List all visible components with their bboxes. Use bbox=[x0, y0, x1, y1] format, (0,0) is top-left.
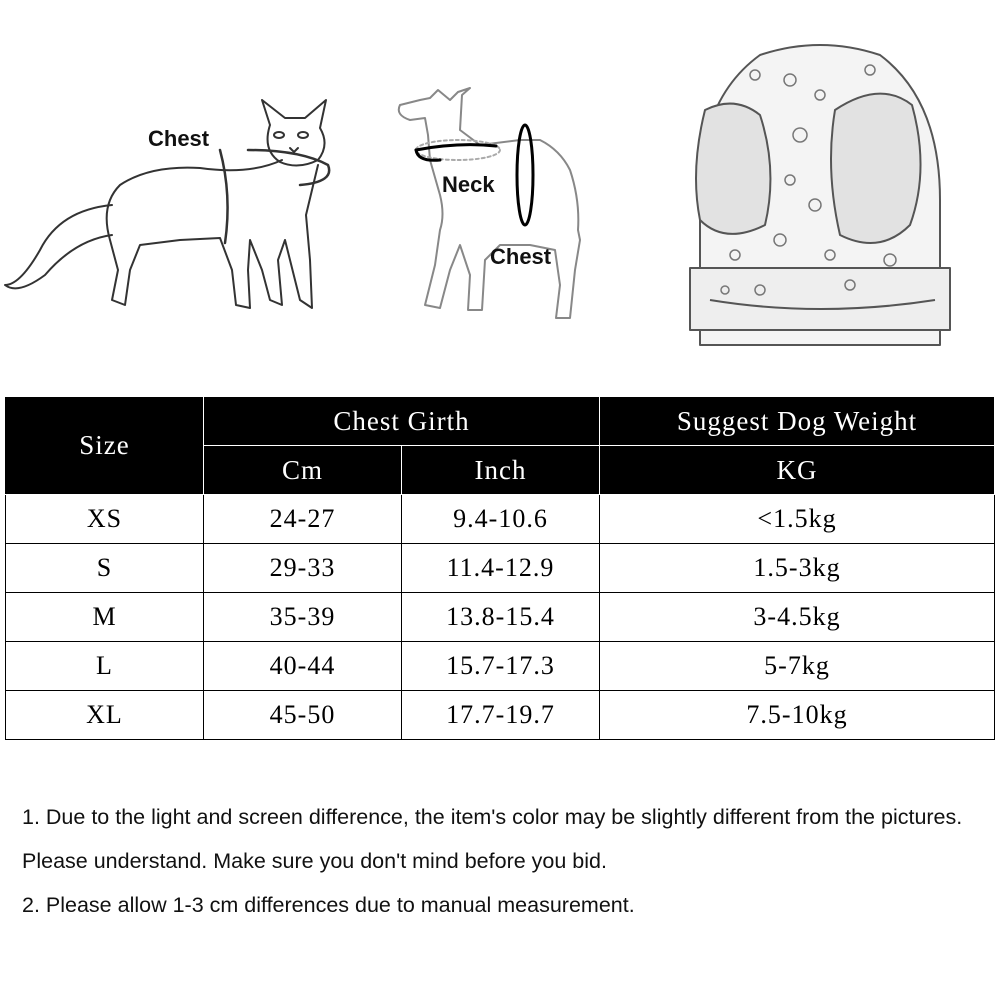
kg-cell: 7.5-10kg bbox=[600, 691, 995, 740]
table-row bbox=[6, 593, 995, 642]
cat-chest-label: Chest bbox=[148, 126, 210, 151]
inch-cell: 15.7-17.3 bbox=[402, 642, 600, 691]
table-row bbox=[6, 642, 995, 691]
size-chart-table bbox=[5, 396, 995, 740]
size-cell: XL bbox=[6, 691, 204, 740]
cm-cell: 35-39 bbox=[204, 593, 402, 642]
dog-chest-label: Chest bbox=[490, 244, 552, 269]
kg-header: KG bbox=[600, 446, 995, 495]
cm-cell: 45-50 bbox=[204, 691, 402, 740]
notes bbox=[22, 795, 982, 927]
table-row bbox=[6, 495, 995, 544]
note-item: 2. Please allow 1-3 cm differences due to manual measurement. bbox=[22, 893, 635, 917]
kg-cell: <1.5kg bbox=[600, 495, 995, 544]
illustrations bbox=[0, 0, 1000, 380]
harness-illustration bbox=[690, 45, 950, 345]
dog-neck-label: Neck bbox=[442, 172, 495, 197]
inch-cell: 9.4-10.6 bbox=[402, 495, 600, 544]
size-cell: L bbox=[6, 642, 204, 691]
size-cell: M bbox=[6, 593, 204, 642]
kg-cell: 5-7kg bbox=[600, 642, 995, 691]
note-item: 1. Due to the light and screen difference, the item's color may be slightly different from the pictures. Please understand. Make sure you don't mind before you bid. bbox=[22, 805, 963, 873]
cm-cell: 24-27 bbox=[204, 495, 402, 544]
table-row bbox=[6, 691, 995, 740]
kg-cell: 3-4.5kg bbox=[600, 593, 995, 642]
table-row bbox=[6, 544, 995, 593]
dog-illustration bbox=[399, 88, 580, 318]
inch-cell: 11.4-12.9 bbox=[402, 544, 600, 593]
suggest-weight-header: Suggest Dog Weight bbox=[600, 397, 995, 446]
inch-header: Inch bbox=[402, 446, 600, 495]
inch-cell: 17.7-19.7 bbox=[402, 691, 600, 740]
size-cell: S bbox=[6, 544, 204, 593]
size-column-header: Size bbox=[6, 397, 204, 495]
cm-cell: 29-33 bbox=[204, 544, 402, 593]
cm-header: Cm bbox=[204, 446, 402, 495]
inch-cell: 13.8-15.4 bbox=[402, 593, 600, 642]
kg-cell: 1.5-3kg bbox=[600, 544, 995, 593]
size-cell: XS bbox=[6, 495, 204, 544]
cm-cell: 40-44 bbox=[204, 642, 402, 691]
illustration-svg bbox=[0, 0, 1000, 380]
chest-girth-header: Chest Girth bbox=[204, 397, 600, 446]
